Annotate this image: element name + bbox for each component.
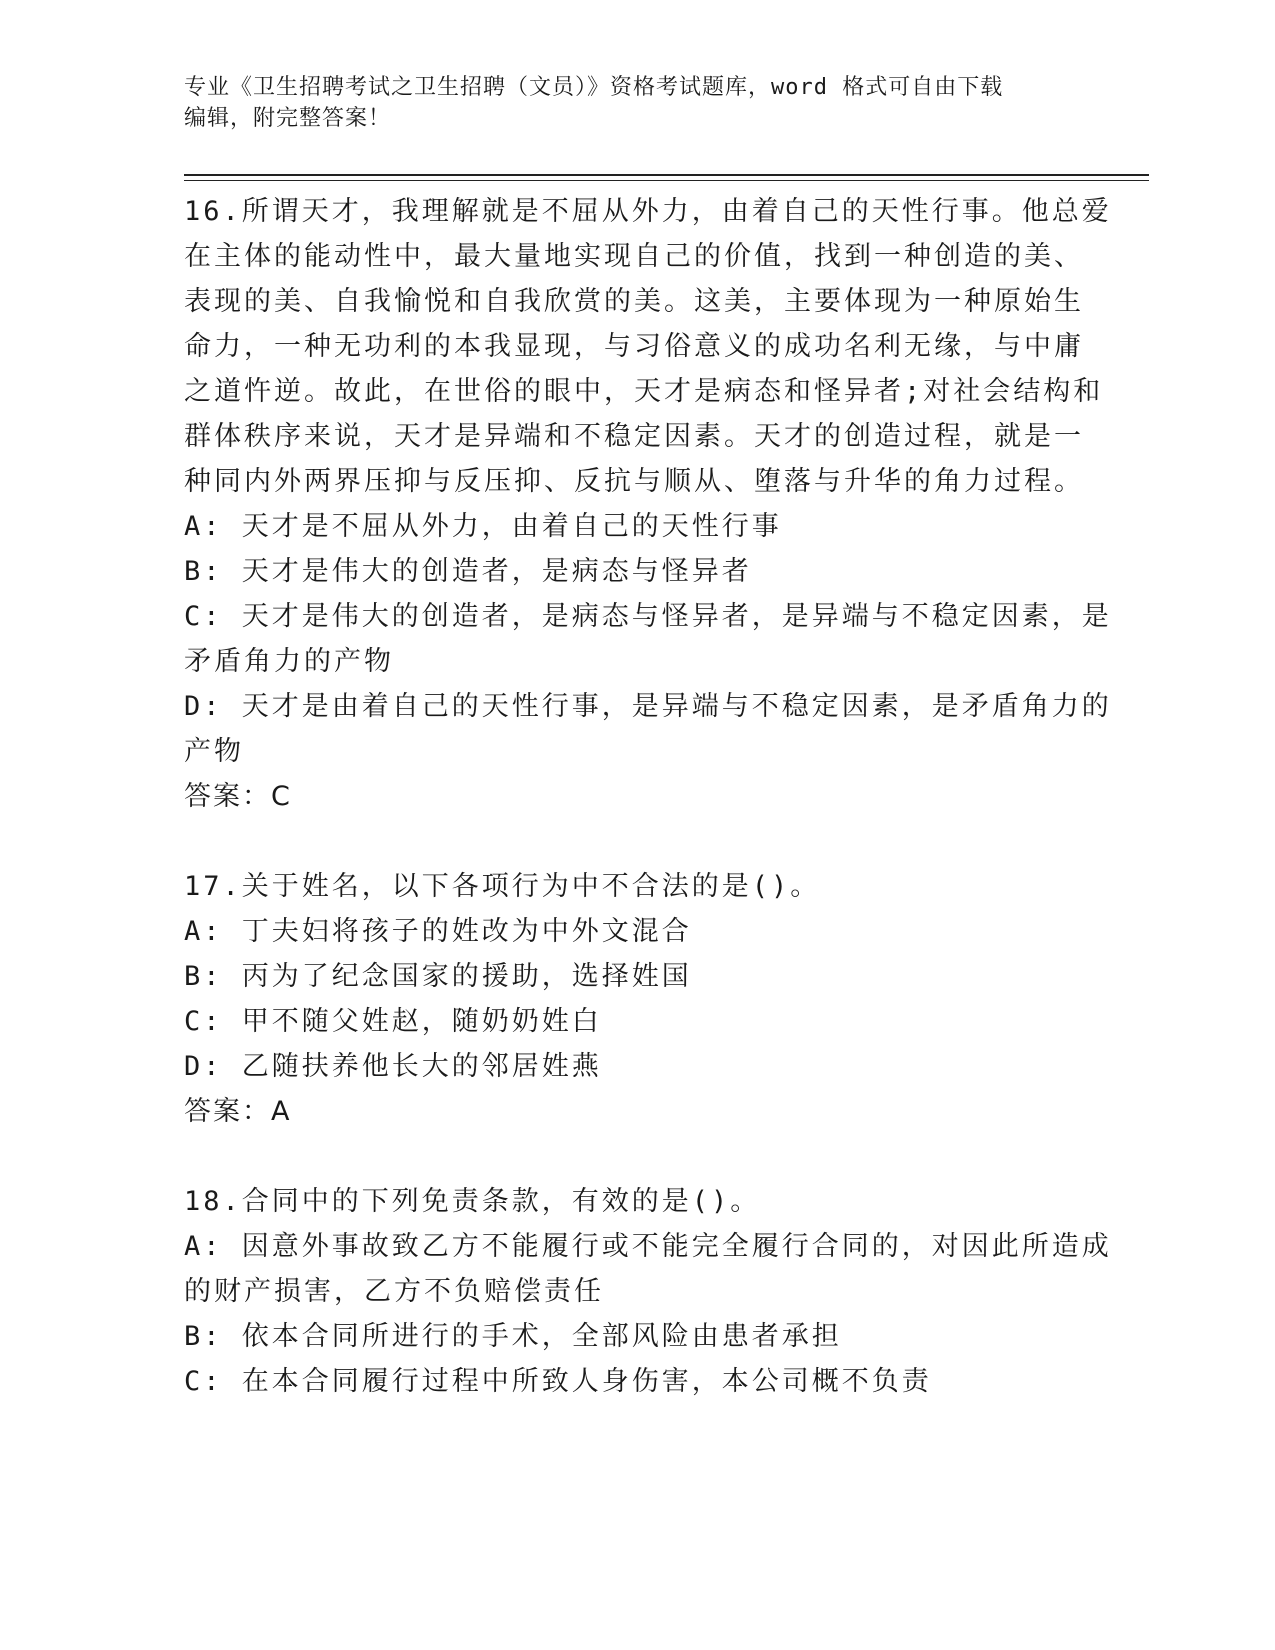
question-list — [184, 189, 1112, 1404]
option-d: D: 乙随扶养他长大的邻居姓燕 — [184, 1051, 602, 1082]
header-line-2: 编辑，附完整答案！ — [184, 106, 392, 131]
question-spacer — [184, 1134, 1064, 1179]
option-b: B: 丙为了纪念国家的援助，选择姓国 — [184, 961, 692, 992]
header-line-1: 专业《卫生招聘考试之卫生招聘（文员）》资格考试题库，word 格式可自由下载 — [184, 75, 1004, 100]
question-stem-line: 种同内外两界压抑与反压抑、反抗与顺从、堕落与升华的角力过程。 — [184, 466, 1084, 497]
option-d: D: 天才是由着自己的天性行事，是异端与不稳定因素，是矛盾角力的 — [184, 691, 1112, 722]
question-stem-line: 命力，一种无功利的本我显现，与习俗意义的成功名利无缘，与中庸 — [184, 331, 1084, 362]
option-c-continued: 矛盾角力的产物 — [184, 646, 394, 677]
option-d-continued: 产物 — [184, 736, 244, 767]
option-a: A: 因意外事故致乙方不能履行或不能完全履行合同的，对因此所造成 — [184, 1231, 1112, 1262]
answer-label: 答案：C — [184, 781, 292, 812]
header-divider-thin — [184, 180, 1149, 181]
question-stem-line: 在主体的能动性中，最大量地实现自己的价值，找到一种创造的美、 — [184, 241, 1084, 272]
question-17 — [184, 864, 1064, 1134]
answer-label: 答案：A — [184, 1096, 292, 1127]
question-stem-line: 18.合同中的下列免责条款，有效的是()。 — [184, 1186, 761, 1217]
option-c: C: 天才是伟大的创造者，是病态与怪异者，是异端与不稳定因素，是 — [184, 601, 1112, 632]
document-header — [184, 72, 1064, 134]
option-a: A: 丁夫妇将孩子的姓改为中外文混合 — [184, 916, 692, 947]
question-stem-line: 17.关于姓名，以下各项行为中不合法的是()。 — [184, 871, 821, 902]
question-16 — [184, 189, 1112, 819]
option-b: B: 依本合同所进行的手术，全部风险由患者承担 — [184, 1321, 842, 1352]
option-c: C: 甲不随父姓赵，随奶奶姓白 — [184, 1006, 602, 1037]
question-stem-line: 16.所谓天才，我理解就是不屈从外力，由着自己的天性行事。他总爱 — [184, 196, 1112, 227]
option-a: A: 天才是不屈从外力，由着自己的天性行事 — [184, 511, 782, 542]
question-18 — [184, 1179, 1112, 1404]
option-c: C: 在本合同履行过程中所致人身伤害，本公司概不负责 — [184, 1366, 932, 1397]
header-divider-thick — [184, 174, 1149, 176]
question-stem-line: 群体秩序来说，天才是异端和不稳定因素。天才的创造过程，就是一 — [184, 421, 1084, 452]
option-a-continued: 的财产损害，乙方不负赔偿责任 — [184, 1276, 604, 1307]
option-b: B: 天才是伟大的创造者，是病态与怪异者 — [184, 556, 752, 587]
question-spacer — [184, 819, 1064, 864]
question-stem-line: 之道忤逆。故此，在世俗的眼中，天才是病态和怪异者;对社会结构和 — [184, 376, 1104, 407]
question-stem-line: 表现的美、自我愉悦和自我欣赏的美。这美，主要体现为一种原始生 — [184, 286, 1084, 317]
